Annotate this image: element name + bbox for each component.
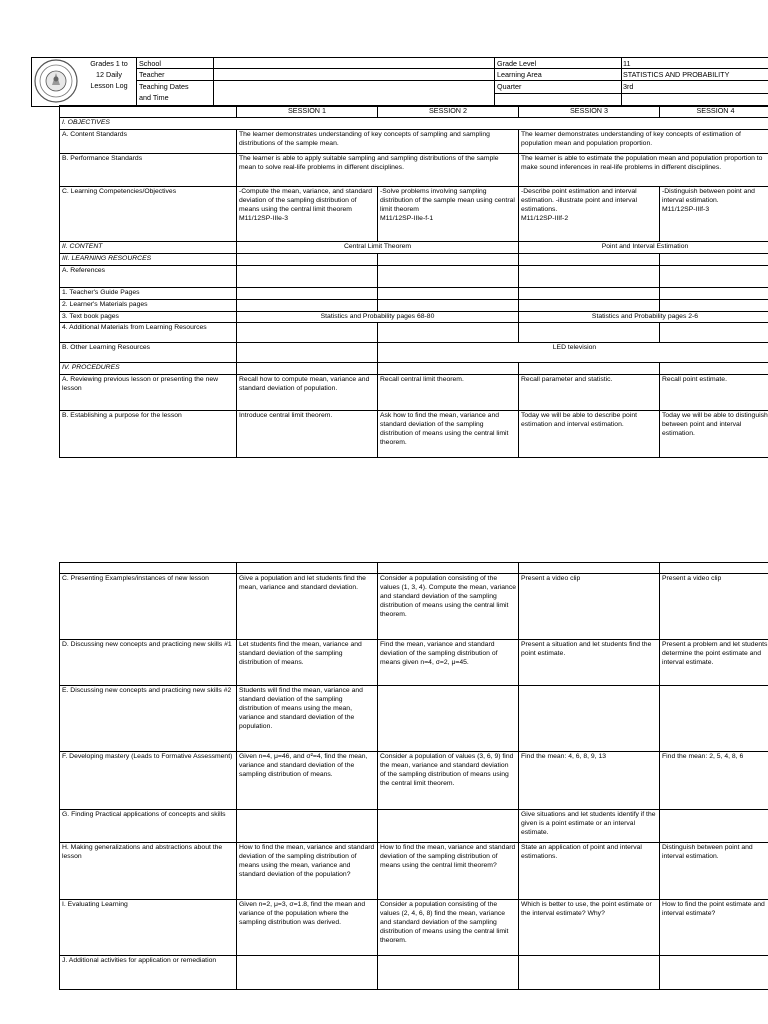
discussing1-s2: Find the mean, variance and standard deviation of the sampling distribution of means given n=4, σ=2, μ=45.: [378, 640, 519, 686]
grades-line-3: Lesson Log: [90, 81, 128, 90]
evaluating-s2: Consider a population consisting of the values (2, 4, 6, 8) find the mean, variance and standard deviation of the sampling distribution of means using the central limit theorem.: [378, 900, 519, 956]
evaluating-s3: Which is better to use, the point estimate or the interval estimate? Why?: [519, 900, 660, 956]
session-1-header: SESSION 1: [237, 106, 378, 118]
textbook-s34: Statistics and Probability pages 2-6: [519, 311, 768, 323]
purpose-label: B. Establishing a purpose for the lesson: [60, 411, 237, 458]
grades-title: [82, 58, 136, 91]
teaching-dates-line: Teaching Dates: [139, 82, 189, 91]
reviewing-s3: Recall parameter and statistic.: [519, 375, 660, 411]
mastery-s4: Find the mean: 2, 5, 4, 8, 6: [660, 752, 768, 810]
teacher-label: Teacher: [139, 70, 165, 79]
lesson-log-table-2: [59, 562, 768, 990]
grades-line-1: Grades 1 to: [90, 59, 128, 68]
learners-materials-label: 2. Learner's Materials pages: [60, 299, 237, 311]
performance-standards-label: B. Performance Standards: [60, 153, 237, 186]
discussing1-s1: Let students find the mean, variance and standard deviation of the sampling distribution of means.: [237, 640, 378, 686]
purpose-s1: Introduce central limit theorem.: [237, 411, 378, 458]
discussing2-label: E. Discussing new concepts and practicing new skills #2: [60, 686, 237, 752]
other-resources-s234: LED television: [378, 343, 768, 363]
presenting-s2: Consider a population consisting of the values (1, 3, 4). Compute the mean, variance and standard deviation of the sampling distribution of means using the central limit theorem.: [378, 574, 519, 640]
content-standards-label: A. Content Standards: [60, 129, 237, 153]
presenting-label: C. Presenting Examples/instances of new lesson: [60, 574, 237, 640]
discussing1-s3: Present a situation and let students find the point estimate.: [519, 640, 660, 686]
content-label: II. CONTENT: [60, 241, 237, 253]
content-s12: Central Limit Theorem: [237, 241, 519, 253]
grade-level-label: Grade Level: [497, 59, 537, 68]
teachers-guide-label: 1. Teacher's Guide Pages: [60, 287, 237, 299]
textbook-s12: Statistics and Probability pages 68-80: [237, 311, 519, 323]
lesson-log-table-1: [59, 105, 768, 458]
competencies-s3-text: -Describe point estimation and interval estimation. -illustrate point and interval estimations.: [521, 187, 637, 213]
generalizations-s2: How to find the mean, variance and standard deviation of the sampling distribution of means using the central limit theorem?: [378, 843, 519, 900]
mastery-label: F. Developing mastery (Leads to Formative Assessment): [60, 752, 237, 810]
practical-s3: Give situations and let students identify if the given is a point estimate or an interval estimate.: [519, 810, 660, 843]
teaching-dates-label: [136, 81, 189, 103]
purpose-s4: Today we will be able to distinguish between point and interval estimation.: [660, 411, 768, 458]
other-resources-label: B. Other Learning Resources: [60, 343, 237, 363]
competencies-s2-code: M11/12SP-IIIe-f-1: [380, 214, 434, 222]
references-label: A. References: [60, 265, 237, 287]
learning-area-value: STATISTICS AND PROBABILITY: [623, 70, 730, 79]
quarter-value: 3rd: [623, 82, 634, 91]
generalizations-s3: State an application of point and interval estimations.: [519, 843, 660, 900]
generalizations-label: H. Making generalizations and abstractions about the lesson: [60, 843, 237, 900]
competencies-s1-code: M11/12SP-IIIe-3: [239, 214, 288, 222]
mastery-s2: Consider a population of values (3, 6, 9) find the mean, variance and standard deviation of the sampling distribution of means using the central limit theorem.: [378, 752, 519, 810]
generalizations-s1: How to find the mean, variance and standard deviation of the sampling distribution of means using the mean, variance and standard deviation of the population?: [237, 843, 378, 900]
evaluating-s1: Given n=2, μ=3, σ=1.8, find the mean and variance of the population where the sampling distribution was derived.: [237, 900, 378, 956]
purpose-s3: Today we will be able to describe point estimation and interval estimation.: [519, 411, 660, 458]
session-2-header: SESSION 2: [378, 106, 519, 118]
presenting-s3: Present a video clip: [519, 574, 660, 640]
content-s34: Point and Interval Estimation: [519, 241, 768, 253]
header-row-line-2: [136, 80, 768, 81]
reviewing-s2: Recall central limit theorem.: [378, 375, 519, 411]
presenting-s1: Give a population and let students find the mean, variance and standard deviation.: [237, 574, 378, 640]
reviewing-s4: Recall point estimate.: [660, 375, 768, 411]
grades-line-2: 12 Daily: [96, 70, 122, 79]
evaluating-label: I. Evaluating Learning: [60, 900, 237, 956]
procedures-label: IV. PROCEDURES: [60, 363, 237, 375]
purpose-s2: Ask how to find the mean, variance and standard deviation of the sampling distribution of means using the central limit theorem.: [378, 411, 519, 458]
competencies-s3: [519, 186, 660, 241]
mastery-s3: Find the mean: 4, 6, 8, 9, 13: [519, 752, 660, 810]
competencies-label: C. Learning Competencies/Objectives: [60, 186, 237, 241]
evaluating-s4: How to find the point estimate and interval estimate?: [660, 900, 768, 956]
competencies-s4: [660, 186, 768, 241]
and-time-line: and Time: [139, 93, 169, 102]
competencies-s4-code: M11/12SP-IIIf-3: [662, 205, 710, 213]
performance-standards-s12: The learner is able to apply suitable sampling and sampling distributions of the sample mean to solve real-life problems in different disciplines.: [237, 153, 519, 186]
presenting-s4: Present a video clip: [660, 574, 768, 640]
objectives-heading: [60, 118, 768, 130]
blank-corner: [60, 106, 237, 118]
competencies-s1-text: -Compute the mean, variance, and standard deviation of the sampling distribution of means using the central limit theorem: [239, 187, 372, 213]
session-3-header: SESSION 3: [519, 106, 660, 118]
grade-level-value: 11: [623, 59, 631, 68]
additional-materials-label: 4. Additional Materials from Learning Resources: [60, 323, 237, 343]
mastery-s1: Given n=4, μ=46, and σ²=4, find the mean, variance and standard deviation of the sampling distribution of means.: [237, 752, 378, 810]
learning-resources-label: III. LEARNING RESOURCES: [60, 253, 237, 265]
quarter-label: Quarter: [497, 82, 522, 91]
reviewing-s1: Recall how to compute mean, variance and standard deviation of population.: [237, 375, 378, 411]
school-label: School: [139, 59, 161, 68]
learning-area-label: Learning Area: [497, 70, 542, 79]
textbook-label: 3. Text book pages: [60, 311, 237, 323]
objectives-text: I. OBJECTIVES: [62, 119, 110, 126]
generalizations-s4: Distinguish between point and interval estimation.: [660, 843, 768, 900]
reviewing-label: A. Reviewing previous lesson or presenting the new lesson: [60, 375, 237, 411]
discussing1-s4: Present a problem and let students determine the point estimate and interval estimate.: [660, 640, 768, 686]
competencies-s3-code: M11/12SP-IIIf-2: [521, 214, 569, 222]
additional-label: J. Additional activities for application or remediation: [60, 956, 237, 990]
competencies-s1: [237, 186, 378, 241]
performance-standards-s34: The learner is able to estimate the population mean and population proportion to make sound inferences in real-life problems in different disciplines.: [519, 153, 768, 186]
session-4-header: SESSION 4: [660, 106, 768, 118]
discussing1-label: D. Discussing new concepts and practicing new skills #1: [60, 640, 237, 686]
competencies-s2: [378, 186, 519, 241]
competencies-s4-text: -Distinguish between point and interval estimation.: [662, 187, 755, 204]
content-standards-s12: The learner demonstrates understanding of key concepts of sampling and sampling distributions of the sample mean.: [237, 129, 519, 153]
content-standards-s34: The learner demonstrates understanding of key concepts of estimation of population mean and population proportion.: [519, 129, 768, 153]
practical-label: G. Finding Practical applications of concepts and skills: [60, 810, 237, 843]
competencies-s2-text: -Solve problems involving sampling distribution of the sample mean using central limit theorem: [380, 187, 515, 213]
discussing2-s1: Students will find the mean, variance and standard deviation of the sampling distribution of means using the mean, variance and standard deviation of the population.: [237, 686, 378, 752]
